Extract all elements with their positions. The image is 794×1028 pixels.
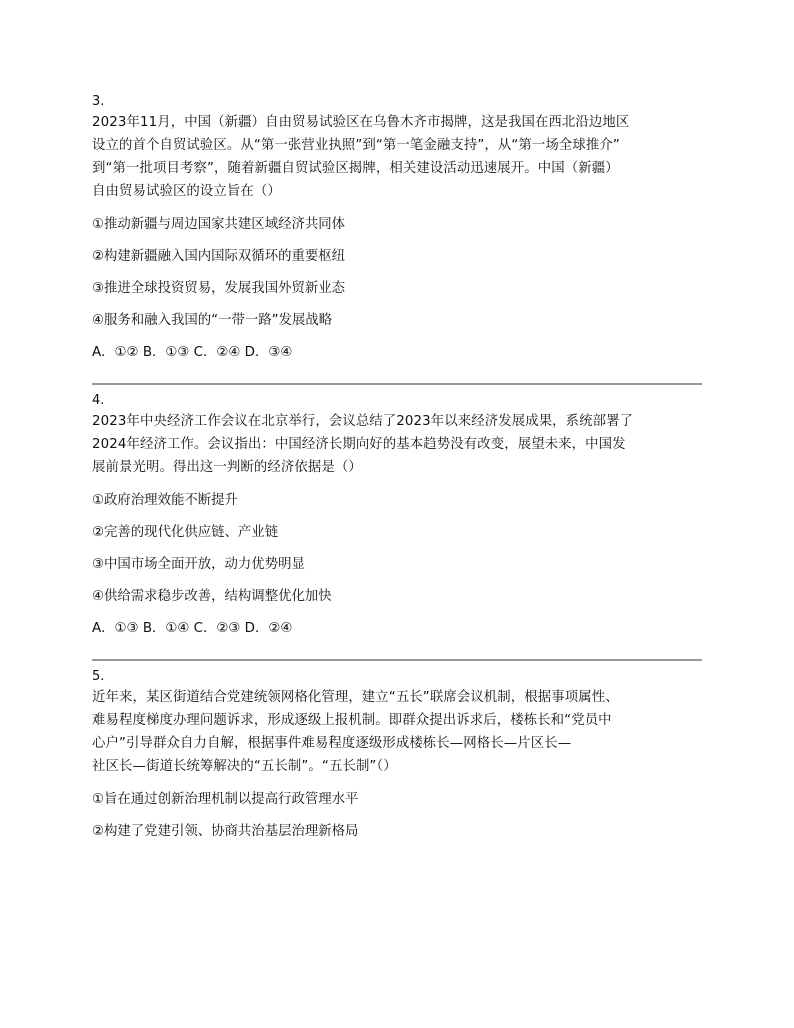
option-2: ②完善的现代化供应链、产业链 bbox=[92, 525, 279, 540]
stem-line: 自由贸易试验区的设立旨在（） bbox=[92, 184, 281, 199]
stem-line: 心户”引导群众自力自解，根据事件难易程度逐级形成楼栋长—网格长—片区长— bbox=[92, 736, 572, 751]
stem-line: 社区长—街道长统筹解决的“五长制”。“五长制”（） bbox=[92, 759, 397, 774]
answer-choices: A．①③ B．①④ C．②③ D．②④ bbox=[92, 621, 293, 636]
stem-line: 2023年中央经济工作会议在北京举行，会议总结了2023年以来经济发展成果，系统部署了 bbox=[92, 414, 634, 429]
option-1: ①旨在通过创新治理机制以提高行政管理水平 bbox=[92, 792, 359, 807]
question-stem bbox=[92, 111, 702, 203]
option-3: ③推进全球投资贸易，发展我国外贸新业态 bbox=[92, 281, 346, 296]
option-1: ①推动新疆与周边国家共建区域经济共同体 bbox=[92, 217, 346, 232]
stem-line: 2023年11月，中国（新疆）自由贸易试验区在乌鲁木齐市揭牌，这是我国在西北沿边地区 bbox=[92, 115, 630, 130]
question-number: 5. bbox=[92, 669, 105, 684]
stem-line: 设立的首个自贸试验区。从“第一张营业执照”到“第一笔金融支持”，从“第一场全球推介” bbox=[92, 138, 620, 153]
option-1: ①政府治理效能不断提升 bbox=[92, 493, 238, 508]
answer-choices: A．①② B．①③ C．②④ D．③④ bbox=[92, 345, 293, 360]
stem-line: 2024年经济工作。会议指出：中国经济长期向好的基本趋势没有改变，展望未来，中国发 bbox=[92, 437, 626, 452]
question-number: 3. bbox=[92, 94, 105, 109]
worksheet-page bbox=[92, 94, 702, 842]
question-number: 4. bbox=[92, 393, 105, 408]
question-3 bbox=[92, 94, 702, 363]
option-4: ④服务和融入我国的“一带一路”发展战略 bbox=[92, 313, 333, 328]
stem-line: 近年来，某区街道结合党建统领网格化管理，建立“五长”联席会议机制，根据事项属性、 bbox=[92, 690, 619, 705]
stem-line: 到“第一批项目考察”，随着新疆自贸试验区揭牌，相关建设活动迅速展开。中国（新疆） bbox=[92, 161, 619, 176]
question-5 bbox=[92, 669, 702, 842]
option-2: ②构建了党建引领、协商共治基层治理新格局 bbox=[92, 824, 359, 839]
question-stem bbox=[92, 410, 702, 479]
option-2: ②构建新疆融入国内国际双循环的重要枢纽 bbox=[92, 249, 346, 264]
option-4: ④供给需求稳步改善，结构调整优化加快 bbox=[92, 589, 332, 604]
question-4 bbox=[92, 393, 702, 639]
stem-line: 难易程度梯度办理问题诉求，形成逐级上报机制。即群众提出诉求后，楼栋长和“党员中 bbox=[92, 713, 612, 728]
question-stem bbox=[92, 686, 702, 778]
stem-line: 展前景光明。得出这一判断的经济依据是（） bbox=[92, 460, 362, 475]
option-3: ③中国市场全面开放，动力优势明显 bbox=[92, 557, 305, 572]
